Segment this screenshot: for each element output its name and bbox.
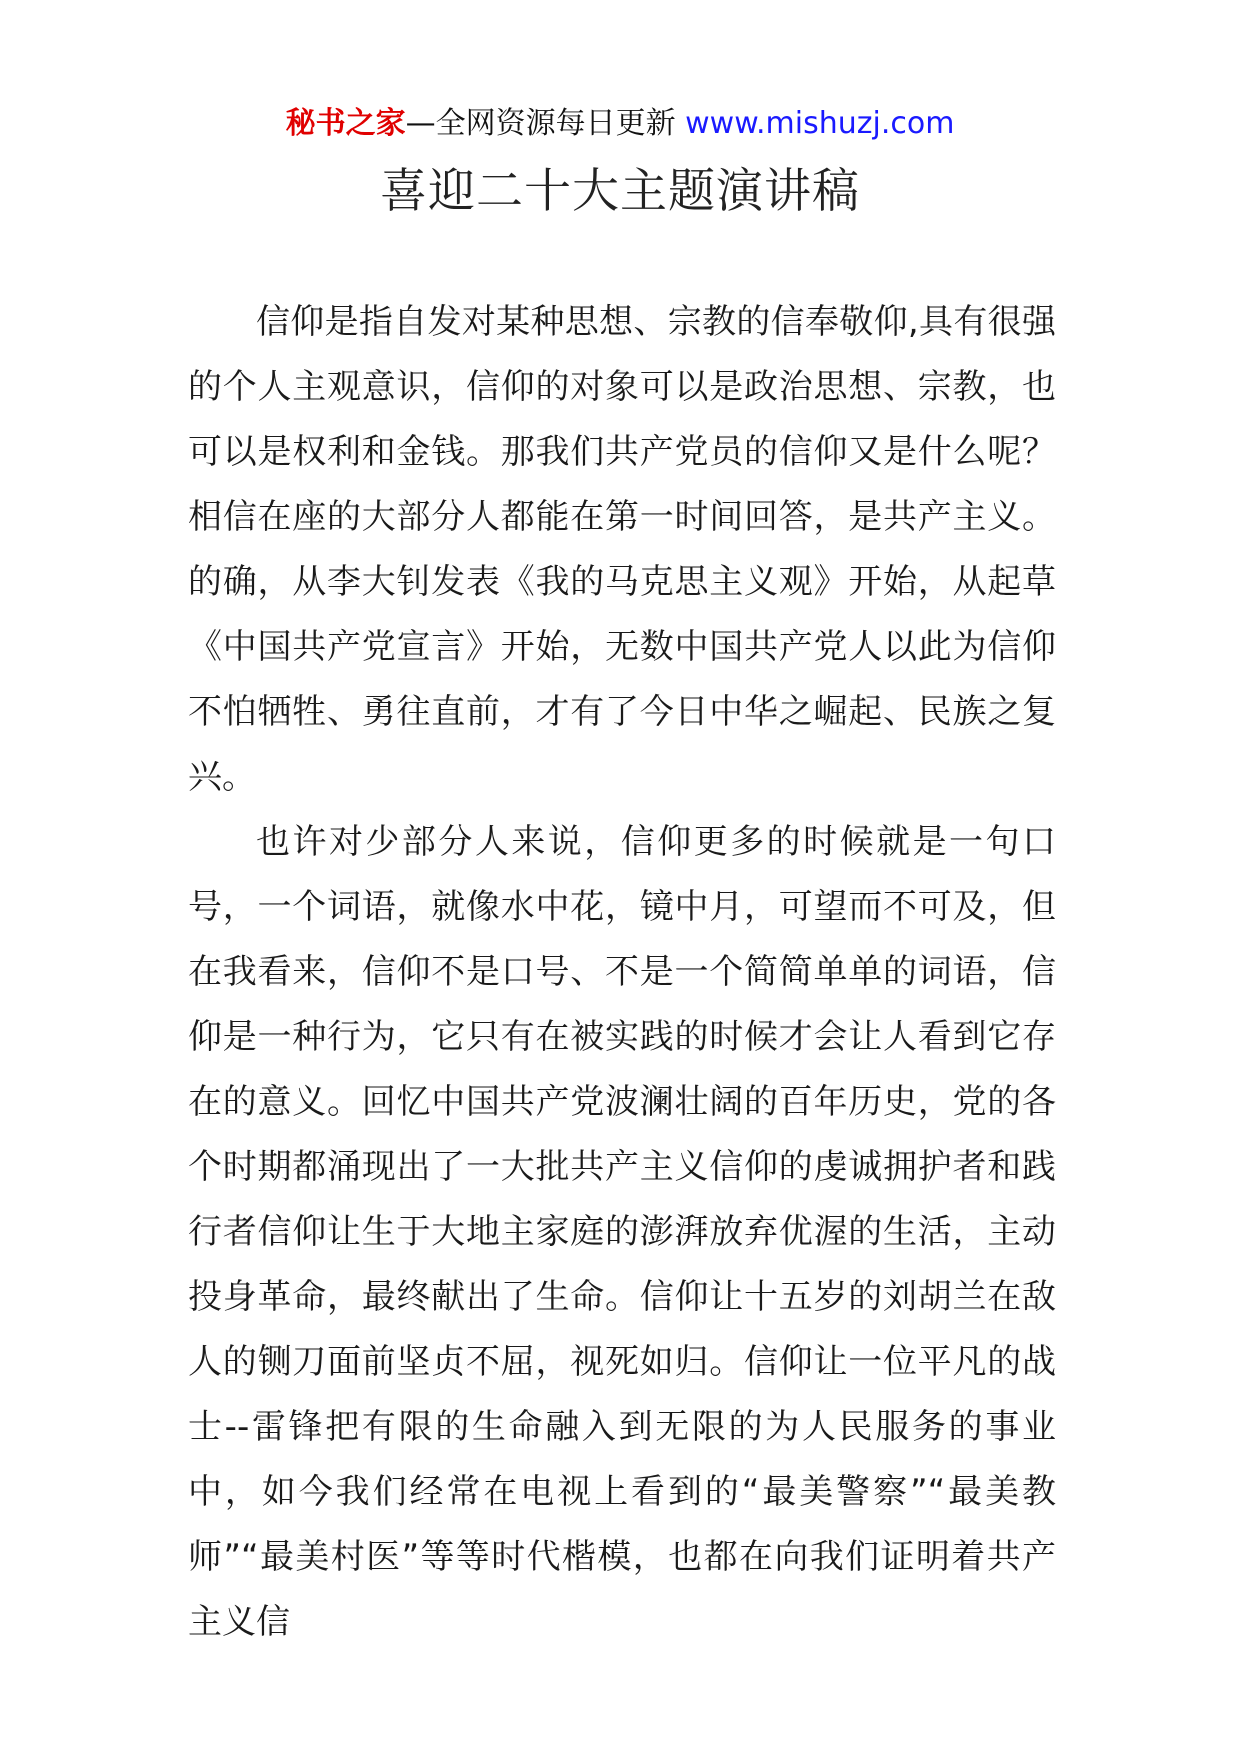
paragraph-1: 信仰是指自发对某种思想、宗教的信奉敬仰,具有很强的个人主观意识，信仰的对象可以是政治思想、宗教，也可以是权利和金钱。那我们共产党员的信仰又是什么呢？相信在座的大部分人都能在第一时间回答，是共产主义。的确，从李大钊发表《我的马克思主义观》开始，从起草《中国共产党宣言》开始，无数中国共产党人以此为信仰不怕牺牲、勇往直前，才有了今日中华之崛起、民族之复兴。 — [188, 302, 1056, 797]
site-header — [0, 104, 1240, 144]
site-brand: 秘书之家 — [285, 106, 406, 141]
document-body — [188, 290, 1056, 1655]
paragraph-2: 也许对少部分人来说，信仰更多的时候就是一句口号，一个词语，就像水中花，镜中月，可望而不可及，但在我看来，信仰不是口号、不是一个简简单单的词语，信仰是一种行为，它只有在被实践的时候才会让人看到它存在的意义。回忆中国共产党波澜壮阔的百年历史，党的各个时期都涌现出了一大批共产主义信仰的虔诚拥护者和践行者信仰让生于大地主家庭的澎湃放弃优渥的生活，主动投身革命，最终献出了生命。信仰让十五岁的刘胡兰在敌人的铡刀面前坚贞不屈，视死如归。信仰让一位平凡的战士--雷锋把有限的生命融入到无限的为人民服务的事业中，如今我们经常在电视上看到的“最美警察”“最美教师”“最美村医”等等时代楷模，也都在向我们证明着共产主义信 — [188, 822, 1056, 1642]
site-tagline: —全网资源每日更新 — [405, 106, 676, 141]
document-title: 喜迎二十大主题演讲稿 — [380, 164, 860, 219]
site-url-link[interactable]: www.mishuzj.com — [685, 106, 955, 141]
